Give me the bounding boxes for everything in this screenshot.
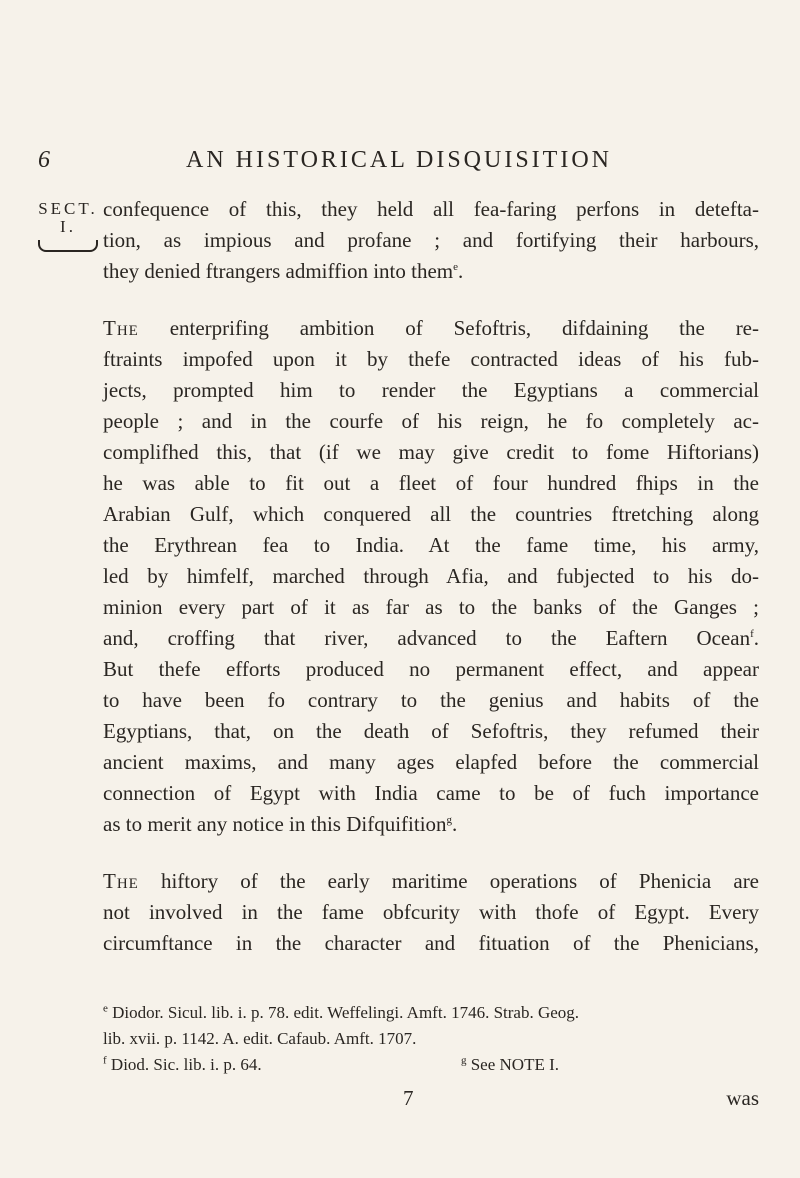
page-number: 6: [38, 147, 50, 173]
text-line: to have been fo contrary to the genius and habits of the: [103, 688, 759, 712]
text-line: and, croffing that river, advanced to the Eaftern Ocean$^f$.: [103, 626, 759, 650]
text-line: he was able to fit out a fleet of four hundred fhips in the: [103, 471, 759, 495]
text-line: jects, prompted him to render the Egyptians a commercial: [103, 378, 759, 402]
text-line: confequence of this, they held all fea-faring perfons in detefta-: [103, 197, 759, 221]
text-line: the Erythrean fea to India. At the fame time, his army,: [103, 533, 759, 557]
footnote-mark: g: [460, 1054, 467, 1067]
text-line: connection of Egypt with India came to be of fuch importance: [103, 781, 759, 805]
text-line: they denied ftrangers admiffion into them$^e$.: [103, 259, 464, 283]
section-label: SECT.: [38, 199, 98, 218]
footnote-ref[interactable]: f: [750, 628, 754, 640]
footnote-g: $^g$ See NOTE I.: [460, 1054, 559, 1074]
footnote-ref[interactable]: e: [453, 261, 458, 273]
section-brace: [38, 240, 98, 252]
text-line: circumftance in the character and fituation of the Phenicians,: [103, 931, 759, 955]
paragraph-lead: The: [103, 316, 139, 340]
text-line: led by himfelf, marched through Afia, and fubjected to his do-: [103, 564, 759, 588]
text-line: The hiftory of the early maritime operations of Phenicia are: [103, 869, 760, 893]
text-line: Arabian Gulf, which conquered all the countries ftretching along: [103, 502, 759, 526]
body-text: [103, 194, 759, 959]
text-line: complifhed this, that (if we may give credit to fome Hiftorians): [103, 440, 759, 464]
text-line: Egyptians, that, on the death of Sefoftris, they refumed their: [103, 719, 759, 743]
section-marker: [38, 200, 98, 252]
footnote-ref[interactable]: g: [446, 814, 453, 826]
page-footer: [103, 1086, 759, 1116]
footnotes: [103, 1000, 759, 1078]
text-line: people ; and in the courfe of his reign, he fo completely ac-: [103, 409, 759, 433]
text-line: But thefe efforts produced no permanent effect, and appear: [103, 657, 759, 681]
text-line: ftraints impofed upon it by thefe contracted ideas of his fub-: [103, 347, 759, 371]
footnote-f: $^f$ Diod. Sic. lib. i. p. 64.: [103, 1054, 262, 1074]
footnote-e: $^e$ Diodor. Sicul. lib. i. p. 78. edit. Weffelingi. Amft. 1746. Strab. Geog.: [103, 1002, 580, 1022]
text-line: tion, as impious and profane ; and fortifying their harbours,: [103, 228, 759, 252]
paragraph-lead: The: [103, 869, 139, 893]
footnote-row: [103, 1052, 759, 1078]
footnote-mark: f: [103, 1054, 107, 1067]
catchword: was: [726, 1086, 759, 1110]
text-line: ancient maxims, and many ages elapfed before the commercial: [103, 750, 759, 774]
text-line: as to merit any notice in this Difquifition$^g$.: [103, 812, 458, 836]
footnote-mark: e: [103, 1002, 108, 1015]
footnote-e-continued: lib. xvii. p. 1142. A. edit. Cafaub. Amft. 1707.: [103, 1029, 417, 1048]
section-number: I.: [60, 217, 76, 236]
text-line: not involved in the fame obfcurity with thofe of Egypt. Every: [103, 900, 759, 924]
page-header: [38, 147, 760, 181]
text-line: minion every part of it as far as to the banks of the Ganges ;: [103, 595, 759, 619]
text-line: The enterprifing ambition of Sefoftris, difdaining the re-: [103, 316, 759, 340]
running-title: AN HISTORICAL DISQUISITION: [186, 147, 612, 173]
signature-mark: 7: [403, 1086, 414, 1110]
